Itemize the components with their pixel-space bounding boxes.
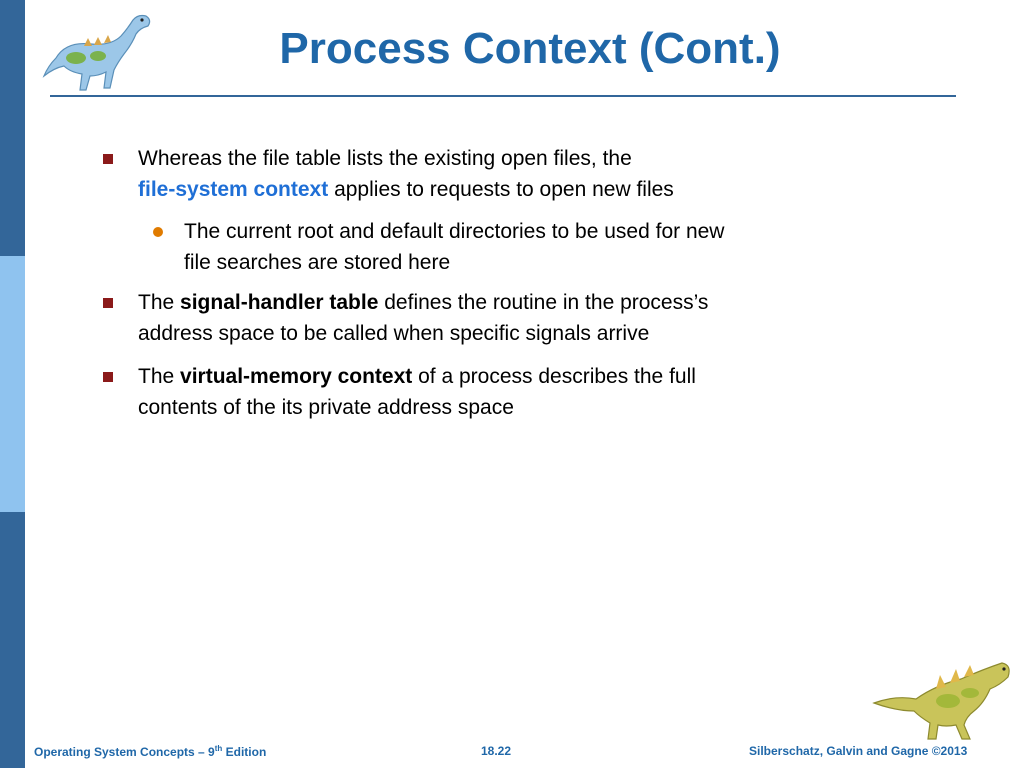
bullet-1-rest: applies to requests to open new files bbox=[334, 178, 674, 201]
bullet-3-pre: The bbox=[138, 365, 175, 388]
bullet-item-1 bbox=[138, 143, 898, 205]
footer-authors: Silberschatz, Galvin and Gagne ©2013 bbox=[749, 744, 968, 758]
bullet-3-line-1 bbox=[138, 361, 898, 392]
footer-page-number: 18.22 bbox=[481, 744, 512, 758]
slide-title: Process Context (Cont.) bbox=[279, 24, 781, 73]
sub-bullet-item-1 bbox=[184, 216, 904, 278]
term-file-system-context: file-system context bbox=[138, 178, 329, 201]
square-bullet-icon bbox=[103, 372, 113, 382]
bullet-1-line-2 bbox=[138, 174, 898, 205]
square-bullet-icon bbox=[103, 298, 113, 308]
dinosaur-icon bbox=[866, 655, 1016, 745]
footer-left-sup: th bbox=[214, 744, 223, 753]
footer-book-title bbox=[34, 744, 266, 759]
round-bullet-icon bbox=[153, 227, 163, 237]
footer-left-prefix: Operating System Concepts – 9 bbox=[34, 745, 215, 759]
sub-bullet-line-1: The current root and default directories to be used for new bbox=[184, 220, 725, 243]
bullet-2-post: defines the routine in the process’s bbox=[384, 291, 709, 314]
sub-bullet-line-2: file searches are stored here bbox=[184, 251, 451, 274]
square-bullet-icon bbox=[103, 154, 113, 164]
bullet-item-2 bbox=[138, 287, 898, 349]
bullet-2-line-1 bbox=[138, 287, 898, 318]
bullet-2-line-2: address space to be called when specific signals arrive bbox=[138, 322, 650, 345]
bullet-item-3 bbox=[138, 361, 898, 423]
term-signal-handler-table: signal-handler table bbox=[180, 291, 379, 314]
bullet-3-line-2: contents of the its private address space bbox=[138, 396, 514, 419]
bullet-1-line-1: Whereas the file table lists the existing open files, the bbox=[138, 147, 632, 170]
bullet-2-pre: The bbox=[138, 291, 175, 314]
bullet-3-post: of a process describes the full bbox=[418, 365, 696, 388]
footer-left-suffix: Edition bbox=[222, 745, 267, 759]
term-virtual-memory-context: virtual-memory context bbox=[180, 365, 413, 388]
